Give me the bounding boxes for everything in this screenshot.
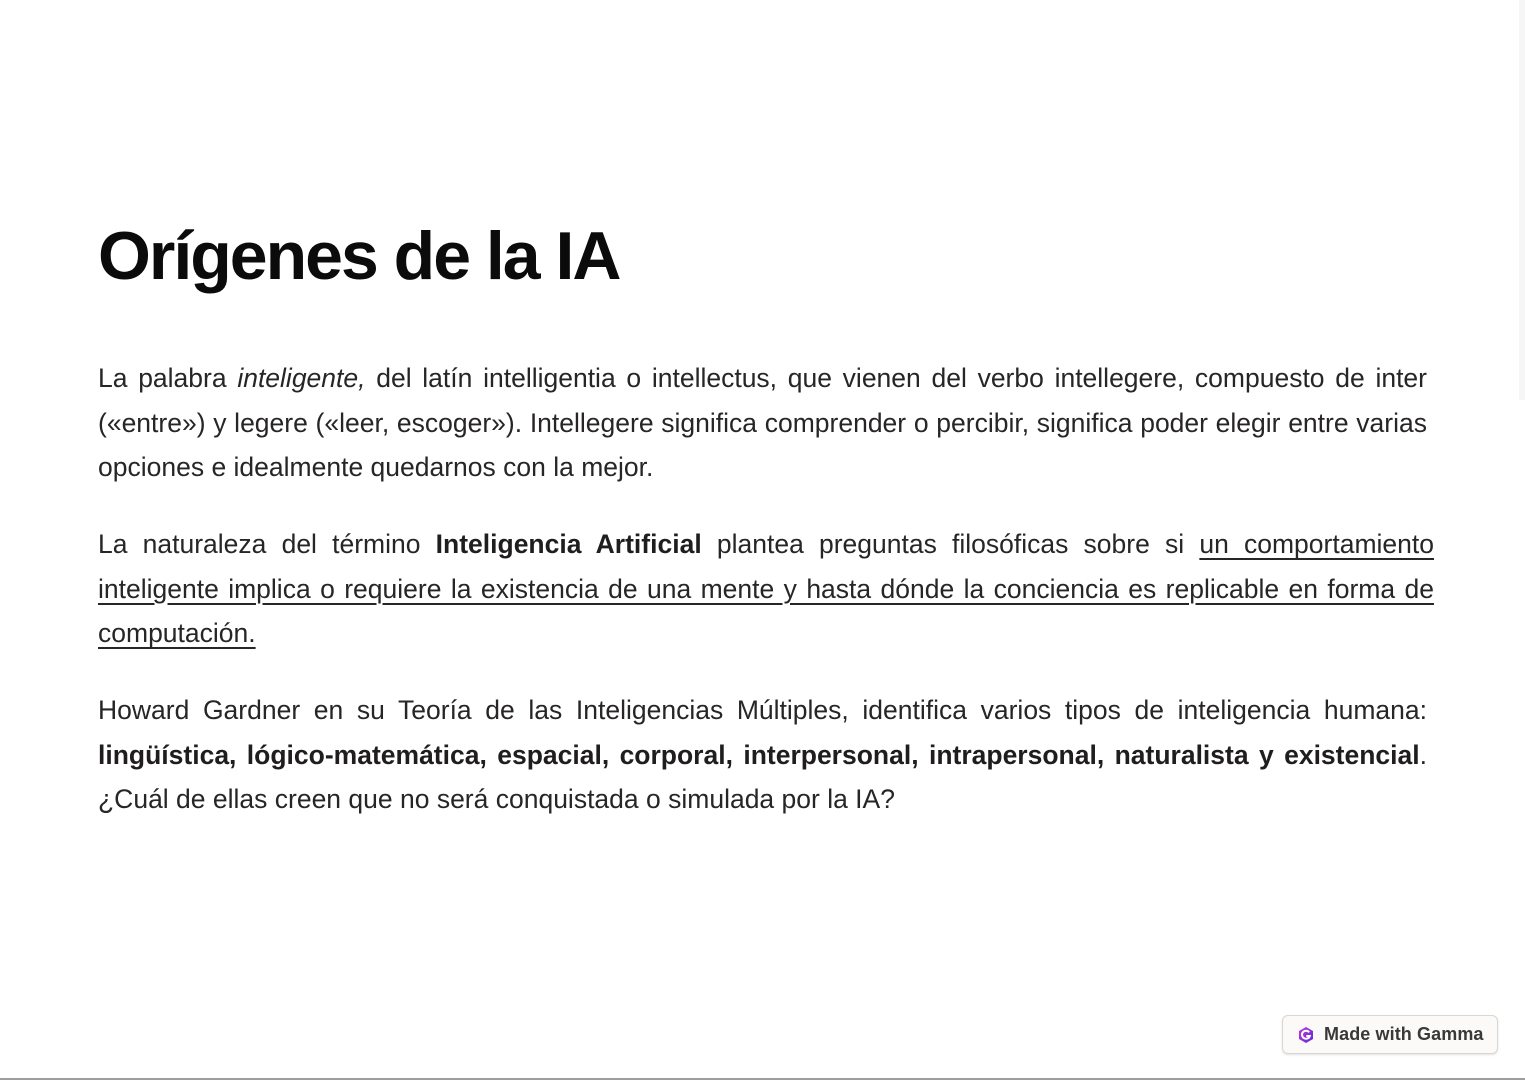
- bold-term: Inteligencia Artificial: [435, 529, 702, 559]
- paragraph-text: . ¿Cuál de ellas creen que no será conquistada o simulada por la IA?: [98, 739, 1427, 814]
- paragraph-text: plantea preguntas filosóficas sobre si: [701, 529, 1200, 559]
- paragraph-philosophy: [98, 522, 1434, 656]
- paragraph-etymology: [98, 356, 1427, 490]
- paragraph-gardner: [98, 688, 1427, 822]
- gamma-logo-icon: [1297, 1026, 1315, 1044]
- paragraph-text: del latín intelligentia o intellectus, que vienen del verbo intellegere, compuesto de inter («entre») y legere («leer, escoger»). Intellegere significa comprender o percibir, significa poder elegir entre varias opciones e idealmente quedarnos con la mejor.: [98, 363, 1427, 482]
- slide-content: [98, 210, 1435, 814]
- underlined-text: un comportamiento inteligente implica o requiere la existencia de una mente y hasta dónde la conciencia es replicable en forma de computación.: [98, 529, 1435, 648]
- bold-intelligences-list: lingüística, lógico-matemática, espacial, corporal, interpersonal, intrapersonal, naturalista y existencial: [98, 739, 1420, 770]
- made-with-gamma-button[interactable]: [1282, 1015, 1498, 1054]
- paragraph-text: Howard Gardner en su Teoría de las Inteligencias Múltiples, identifica varios tipos de inteligencia humana:: [98, 695, 1427, 725]
- slide-title: Orígenes de la IA: [98, 218, 620, 294]
- paragraph-text: La palabra: [98, 363, 238, 393]
- badge-label: Made with Gamma: [1324, 1024, 1484, 1044]
- italic-term: inteligente,: [237, 363, 366, 393]
- paragraph-text: La naturaleza del término: [98, 529, 436, 559]
- scroll-edge: [1519, 0, 1525, 400]
